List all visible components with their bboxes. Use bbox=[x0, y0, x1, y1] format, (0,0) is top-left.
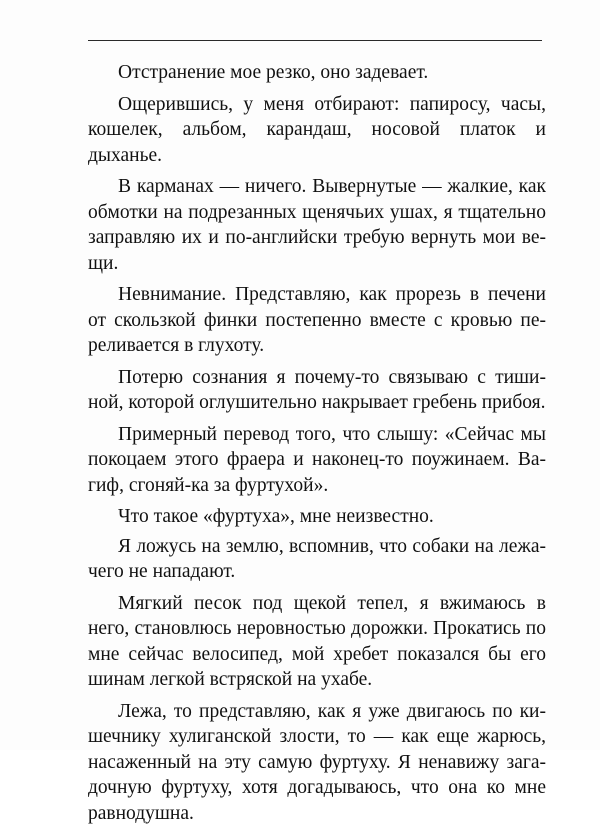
page-text bbox=[88, 60, 546, 832]
paragraph-9: Мягкий песок под щекой тепел, я вжимаюсь в него, становлюсь неровностью дорожки. Прокатись по мне сейчас велосипед, мой хребет показался бы его шинам легкой встряской на ухабе. bbox=[88, 592, 546, 690]
paragraph-2: Ощерившись, у меня отбирают: папиросу, часы, кошелек, альбом, карандаш, носовой платок и дыханье. bbox=[88, 93, 546, 166]
paragraph-5: Потерю сознания я почему-то связываю с тишиной, которой оглушительно накрывает гребень прибоя. bbox=[88, 366, 546, 413]
header-rule bbox=[88, 40, 542, 41]
paragraph-7: Что такое «фуртуха», мне неизвестно. bbox=[118, 506, 434, 527]
paragraph-6: Примерный перевод того, что слышу: «Сейчас мы покоцаем этого фраера и наконец-то поужинаем. Вагиф, сгоняй-ка за фуртухой». bbox=[88, 423, 546, 496]
paragraph-10: Лежа, то представляю, как я уже двигаюсь по кишечнику хулиганской злости, то — как еще жарюсь, насаженный на эту самую фуртуху. Я ненавижу загадочную фуртуху, хотя догадываюсь, что она ко мне равнодушна. bbox=[88, 700, 546, 824]
paragraph-8: Я ложусь на землю, вспомнив, что собаки на лежачего не нападают. bbox=[88, 535, 546, 582]
paragraph-4: Невнимание. Представляю, как прорезь в печени от скользкой финки постепенно вместе с кровью переливается в глухоту. bbox=[88, 284, 546, 356]
paragraph-1: Отстранение мое резко, оно задевает. bbox=[118, 62, 429, 83]
paragraph-3: В карманах — ничего. Вывернутые — жалкие, как обмотки на подрезанных щенячьих ушах, я тщательно заправляю их и по-английски требую вернуть мои вещи. bbox=[88, 176, 546, 274]
